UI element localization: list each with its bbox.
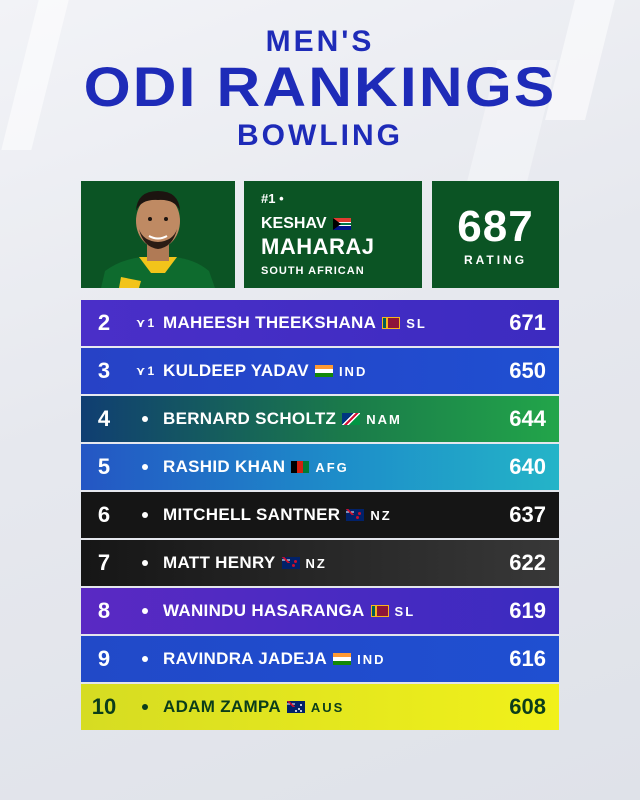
rank-movement (127, 416, 163, 422)
flag-ind-icon (333, 653, 351, 665)
rating-points: 650 (509, 358, 546, 383)
player-name: MITCHELL SANTNER (163, 505, 341, 524)
up-arrow-icon: ⋎ (135, 364, 146, 378)
rating-points: 619 (509, 598, 546, 623)
ranking-row (81, 444, 559, 490)
flag-sl-icon (371, 605, 389, 617)
flag-aus-icon (287, 701, 305, 713)
rank-position: 2 (97, 310, 111, 335)
player-name-line (163, 361, 367, 381)
player-name: MATT HENRY (163, 553, 276, 572)
rank-position: 4 (97, 406, 111, 431)
rank-movement (127, 704, 163, 710)
header-bowling: BOWLING (237, 119, 403, 152)
flag-afg-icon (291, 461, 309, 473)
player-name: BERNARD SCHOLTZ (163, 409, 337, 428)
page-header (0, 24, 640, 154)
top-player-card (244, 181, 422, 288)
rank-position: 3 (97, 358, 111, 383)
no-change-dot-icon (142, 416, 148, 422)
ranking-row (81, 636, 559, 682)
ranking-row (81, 684, 559, 730)
player-name-line (163, 697, 344, 717)
ranking-row (81, 540, 559, 586)
top-rank: #1 • (261, 191, 284, 206)
player-name: RASHID KHAN (163, 457, 286, 476)
up-arrow-icon: ⋎ (135, 316, 146, 330)
country-code: SL (394, 603, 416, 619)
ranking-row (81, 396, 559, 442)
rank-movement (127, 656, 163, 662)
rankings-list (81, 300, 559, 732)
flag-sl-icon (382, 317, 400, 329)
rank-movement (127, 364, 163, 378)
country-code: NZ (305, 555, 327, 571)
top-rating-value: 687 (457, 202, 534, 251)
top-first-name: KESHAV (261, 215, 327, 232)
rank-movement (127, 560, 163, 566)
rating-points: 640 (509, 454, 546, 479)
rank-position: 6 (97, 502, 111, 527)
rank-position: 7 (97, 550, 111, 575)
player-name-line (163, 457, 349, 477)
rating-points: 644 (509, 406, 546, 431)
player-name: ADAM ZAMPA (163, 697, 281, 716)
country-code: IND (338, 363, 368, 379)
rating-points: 622 (509, 550, 546, 575)
rank-position: 8 (97, 598, 111, 623)
header-mens: MEN'S (265, 25, 375, 58)
rank-movement (127, 512, 163, 518)
ranking-row (81, 300, 559, 346)
ranking-row (81, 348, 559, 394)
country-code: SL (406, 315, 427, 331)
ranking-row (81, 588, 559, 634)
player-name-line (163, 601, 415, 621)
top-rating-label: RATING (463, 253, 528, 267)
country-code: IND (357, 651, 386, 667)
no-change-dot-icon (142, 464, 148, 470)
player-name: WANINDU HASARANGA (163, 601, 365, 620)
country-code: NAM (366, 411, 402, 427)
flag-za-icon (333, 218, 351, 230)
top-rating-card (432, 181, 559, 288)
rank-movement (127, 608, 163, 614)
rating-points: 608 (509, 694, 546, 719)
no-change-dot-icon (142, 656, 148, 662)
no-change-dot-icon (142, 704, 148, 710)
rank-movement (127, 316, 163, 330)
rank-movement (127, 464, 163, 470)
player-name: KULDEEP YADAV (163, 361, 309, 380)
top-last-name: MAHARAJ (261, 234, 375, 259)
country-code: AFG (315, 459, 349, 475)
player-name-line (163, 505, 392, 525)
rank-movement-value: 1 (147, 364, 155, 378)
player-name: MAHEESH THEEKSHANA (163, 313, 377, 332)
ranking-row (81, 492, 559, 538)
player-name: RAVINDRA JADEJA (163, 649, 328, 668)
rank-movement-value: 1 (147, 316, 155, 330)
flag-ind-icon (315, 365, 333, 377)
player-portrait-image (81, 181, 235, 288)
player-name-line (163, 409, 402, 429)
flag-nz-icon (282, 557, 300, 569)
rating-points: 637 (509, 502, 546, 527)
country-code: NZ (370, 507, 392, 523)
no-change-dot-icon (142, 608, 148, 614)
rating-points: 671 (509, 310, 546, 335)
flag-nz-icon (346, 509, 364, 521)
top-first-name-line (261, 213, 422, 235)
player-photo (81, 181, 235, 288)
header-title: ODI RANKINGS (83, 55, 557, 118)
rank-position: 9 (97, 646, 111, 671)
country-code: AUS (310, 699, 345, 715)
rank-position: 10 (91, 694, 117, 719)
rating-points: 616 (509, 646, 546, 671)
player-name-line (163, 553, 327, 573)
flag-nam-icon (342, 413, 360, 425)
rank-position: 5 (97, 454, 111, 479)
top-nationality: SOUTH AFRICAN (261, 265, 365, 277)
no-change-dot-icon (142, 512, 148, 518)
player-name-line (163, 649, 386, 669)
player-name-line (163, 313, 427, 333)
no-change-dot-icon (142, 560, 148, 566)
